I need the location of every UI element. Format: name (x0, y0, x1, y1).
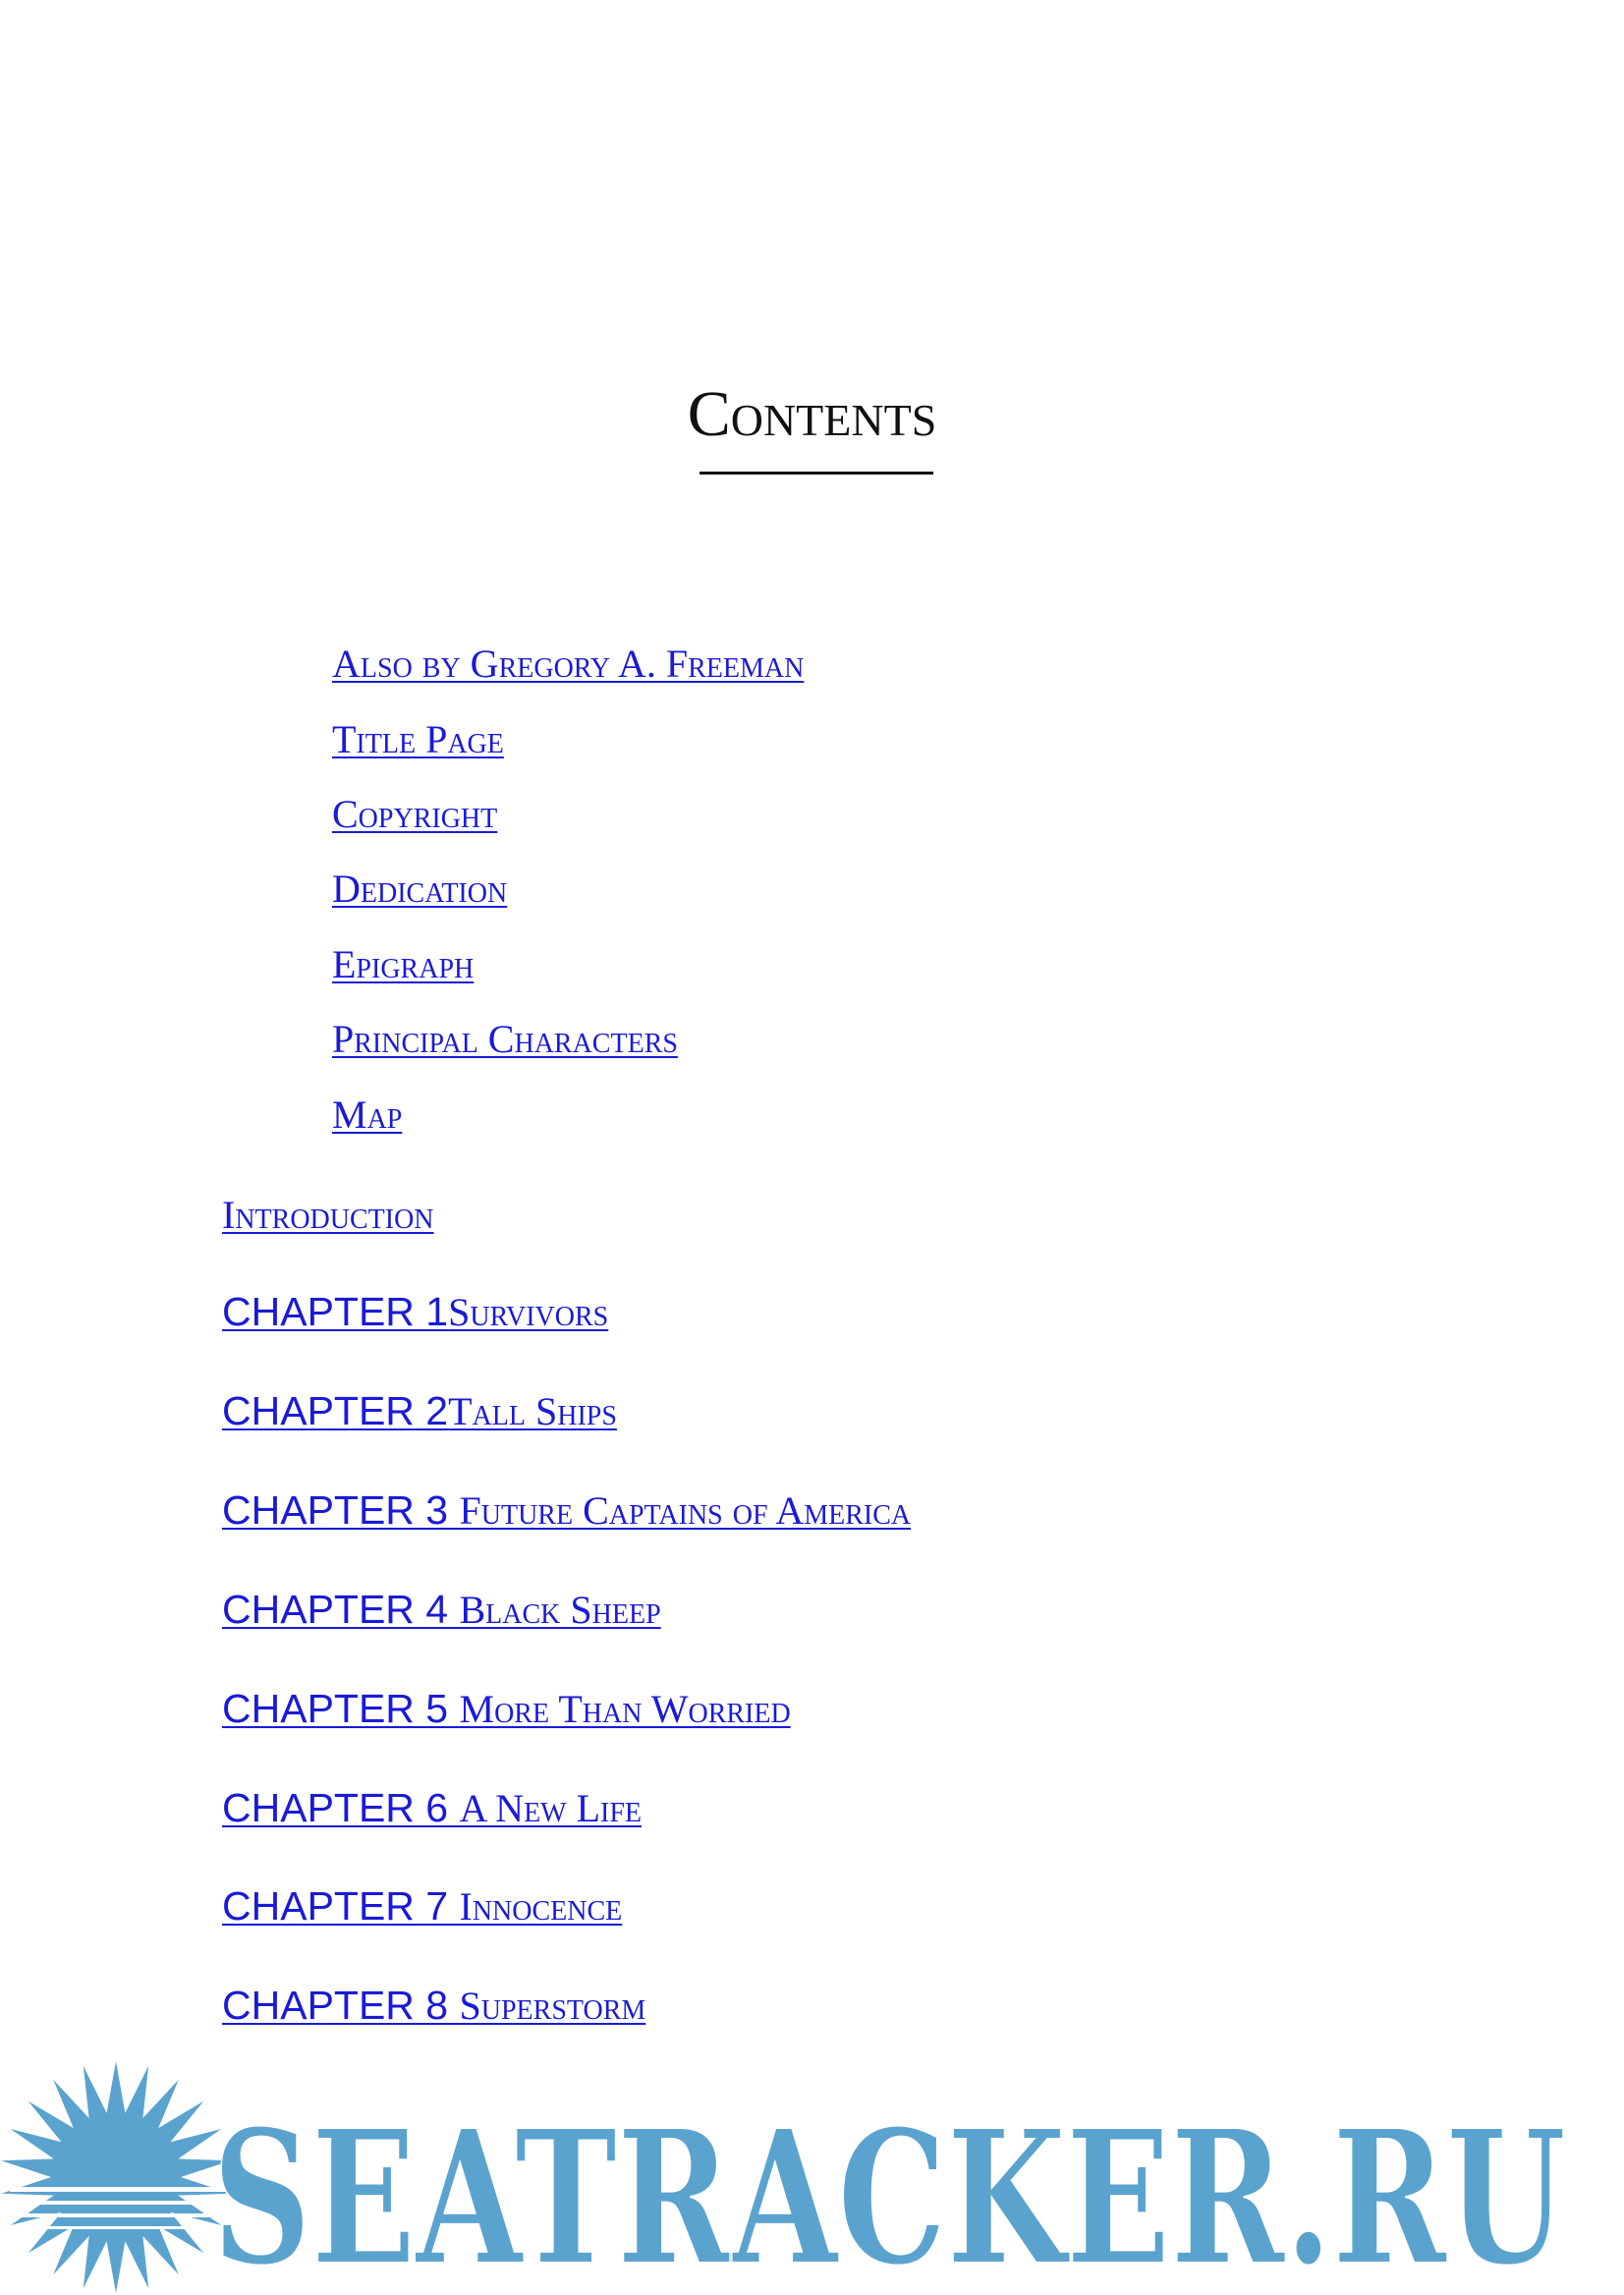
toc-link-introduction[interactable]: Introduction (222, 1193, 434, 1237)
chapter-title: More Than Worried (459, 1687, 791, 1731)
toc-link-chapter-4[interactable] (222, 1587, 661, 1633)
chapter-number: CHAPTER 8 (222, 1983, 460, 2028)
toc-link-chapter-5[interactable] (222, 1686, 791, 1732)
toc-link-chapter-6[interactable] (222, 1785, 642, 1831)
toc-link-principal-characters[interactable]: Principal Characters (332, 1017, 678, 1061)
title-underline (700, 472, 933, 475)
sun-icon (1, 2061, 236, 2293)
contents-title: Contents (687, 378, 937, 450)
toc-link-chapter-1[interactable] (222, 1289, 608, 1335)
chapter-title: Survivors (448, 1290, 609, 1334)
toc-link-chapter-2[interactable] (222, 1388, 617, 1434)
chapter-number: CHAPTER 2 (222, 1388, 449, 1433)
chapter-number: CHAPTER 6 (222, 1785, 460, 1830)
chapter-title: Future Captains of America (459, 1488, 912, 1533)
chapter-title: Black Sheep (459, 1588, 661, 1632)
chapter-title: Tall Ships (448, 1389, 617, 1433)
toc-link-chapter-8[interactable] (222, 1983, 645, 2029)
toc-link-dedication[interactable]: Dedication (332, 867, 508, 911)
chapter-number: CHAPTER 5 (222, 1686, 460, 1731)
chapter-number: CHAPTER 7 (222, 1883, 460, 1929)
toc-link-chapter-7[interactable] (222, 1883, 622, 1930)
toc-link-title-page[interactable]: Title Page (332, 717, 504, 761)
watermark-text: SEATRACKER.RU (212, 2090, 1566, 2295)
seatracker-watermark (0, 2061, 1624, 2295)
toc-link-also-by[interactable]: Also by Gregory A. Freeman (332, 642, 805, 686)
toc-link-copyright[interactable]: Copyright (332, 792, 498, 836)
toc-link-epigraph[interactable]: Epigraph (332, 942, 475, 986)
chapter-number: CHAPTER 4 (222, 1587, 460, 1632)
chapter-title: A New Life (459, 1786, 643, 1830)
chapter-number: CHAPTER 3 (222, 1487, 460, 1533)
chapter-title: Superstorm (459, 1984, 646, 2028)
chapter-title: Innocence (459, 1884, 623, 1929)
chapter-number: CHAPTER 1 (222, 1289, 449, 1334)
toc-link-map[interactable]: Map (332, 1092, 403, 1137)
toc-link-chapter-3[interactable] (222, 1487, 911, 1534)
